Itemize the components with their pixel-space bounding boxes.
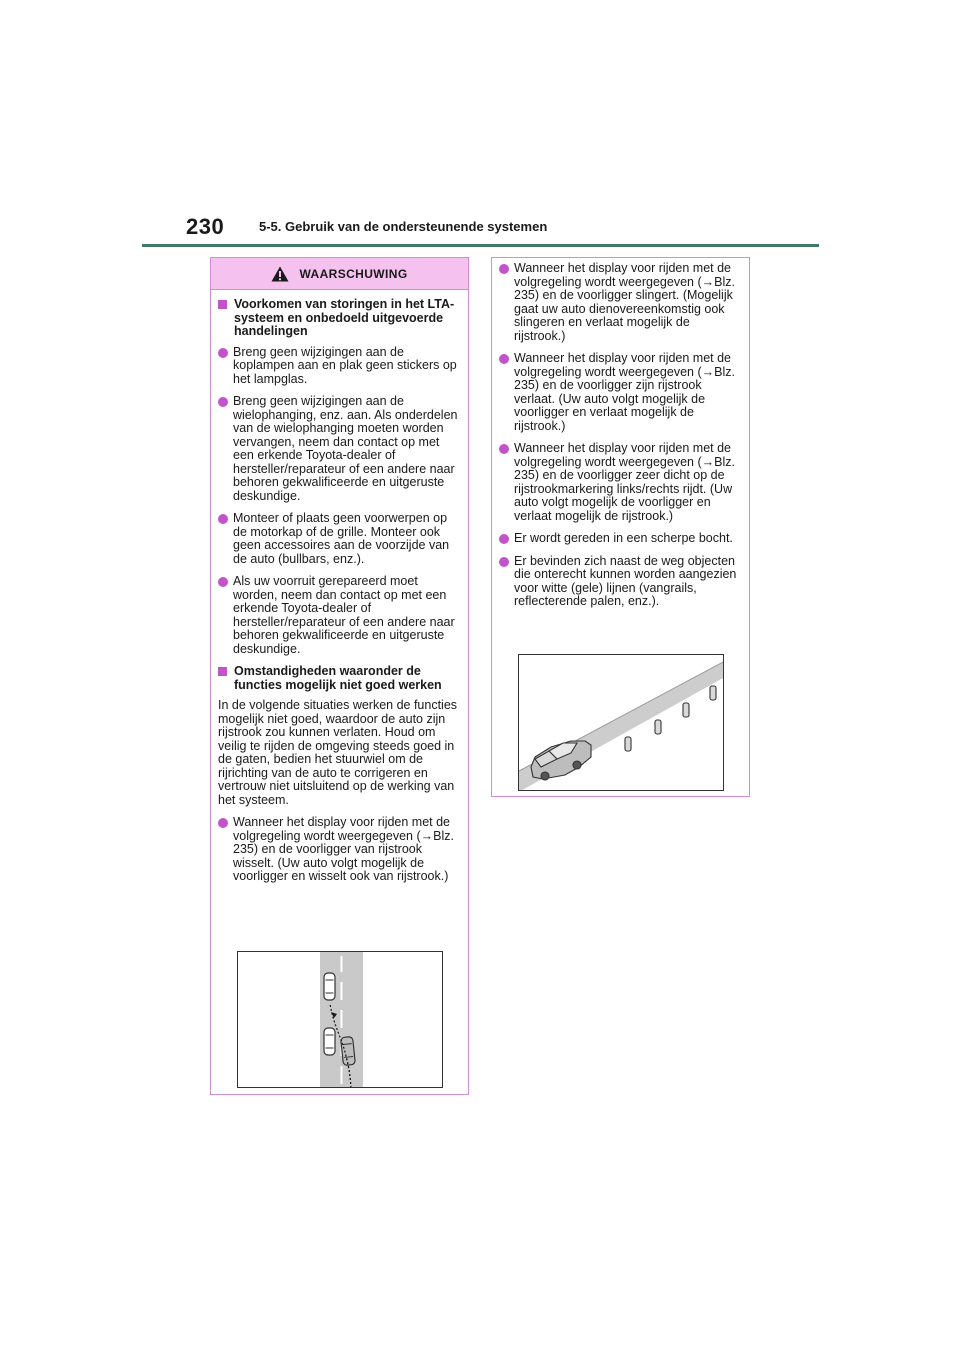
list-item bbox=[499, 442, 741, 523]
list-item bbox=[218, 512, 460, 566]
page-number: 230 bbox=[186, 214, 225, 239]
round-bullet-icon bbox=[499, 557, 509, 567]
header-rule bbox=[142, 244, 819, 247]
list-item bbox=[499, 555, 741, 609]
round-bullet-icon bbox=[499, 534, 509, 544]
lane-change-illustration bbox=[237, 951, 443, 1088]
warning-header bbox=[211, 258, 468, 290]
list-item bbox=[218, 395, 460, 503]
round-bullet-icon bbox=[218, 397, 228, 407]
warning-box-left bbox=[210, 257, 469, 1095]
list-item-text: Breng geen wijzigingen aan de koplampen aan en plak geen stickers op het lampglas. bbox=[233, 344, 457, 386]
square-bullet-icon bbox=[218, 667, 227, 676]
warning-triangle-icon bbox=[271, 266, 289, 282]
list-item bbox=[218, 346, 460, 387]
intro-paragraph: In de volgende situaties werken de functies mogelijk niet goed, waardoor de auto zijn rijstrook zou kunnen verlaten. Houd om veilig te rijden de omgeving steeds goed in de gaten, bedien het stuurwiel om de rijrichting van de auto te corrigeren en vertrouw niet uitsluitend op de werking van het systeem. bbox=[218, 698, 458, 807]
list-item-text: Wanneer het display voor rijden met de volgregeling wordt weergegeven (→Blz. 235) en de voorligger zijn rijstrook verlaat. (Uw auto volgt mogelijk de voorligger en verlaat mogelijk de rijstrook.) bbox=[514, 351, 735, 433]
list-item-text: Er wordt gereden in een scherpe bocht. bbox=[514, 531, 733, 545]
list-item-text: Er bevinden zich naast de weg objecten die onterecht kunnen worden aangezien voor witte (gele) lijnen (vangrails, reflecterende palen, enz.). bbox=[514, 553, 737, 608]
warning-title: WAARSCHUWING bbox=[299, 266, 408, 281]
list-item bbox=[218, 575, 460, 656]
list-item bbox=[499, 352, 741, 433]
round-bullet-icon bbox=[499, 444, 509, 454]
heading-text: Voorkomen van storingen in het LTA-systeem en onbedoeld uitgevoerde handelingen bbox=[234, 297, 455, 338]
round-bullet-icon bbox=[218, 514, 228, 524]
section-title: 5-5. Gebruik van de ondersteunende systemen bbox=[259, 219, 548, 234]
roadside-posts-illustration bbox=[518, 654, 724, 791]
list-item-text: Breng geen wijzigingen aan de wielophanging, enz. aan. Als onderdelen van de wielophanging moeten worden vervangen, neem dan contact op met een erkende Toyota-dealer of hersteller/reparateur of een andere naar behoren gekwalificeerde en uitgeruste deskundige. bbox=[233, 394, 458, 503]
round-bullet-icon bbox=[218, 577, 228, 587]
list-item-text: Wanneer het display voor rijden met de volgregeling wordt weergegeven (→Blz. 235) en de voorligger zeer dicht op de rijstrookmarkering links/rechts rijdt. (Uw auto volgt mogelijk de voorligger en verlaat mogelijk de rijstrook.) bbox=[514, 441, 735, 523]
list-item bbox=[218, 816, 460, 884]
square-bullet-icon bbox=[218, 300, 227, 309]
list-item-text: Als uw voorruit gerepareerd moet worden, neem dan contact op met een erkende Toyota-dealer of hersteller/reparateur of een andere naar behoren gekwalificeerde en uitgeruste deskundige. bbox=[233, 574, 455, 656]
heading-malfunction-prevention bbox=[218, 298, 460, 339]
list-item bbox=[499, 532, 741, 546]
round-bullet-icon bbox=[499, 354, 509, 364]
list-item-text: Wanneer het display voor rijden met de volgregeling wordt weergegeven (→Blz. 235) en de voorligger slingert. (Mogelijk gaat uw auto dienovereenkomstig ook slingeren en verlaat mogelijk de rijstrook.) bbox=[514, 261, 735, 343]
list-item bbox=[499, 262, 741, 343]
warning-box-right bbox=[491, 257, 750, 797]
heading-text: Omstandigheden waaronder de functies mogelijk niet goed werken bbox=[234, 664, 442, 692]
round-bullet-icon bbox=[218, 818, 228, 828]
round-bullet-icon bbox=[499, 264, 509, 274]
list-item-text: Wanneer het display voor rijden met de volgregeling wordt weergegeven (→Blz. 235) en de voorligger van rijstrook wisselt. (Uw auto volgt mogelijk de voorligger en wisselt ook van rijstrook.) bbox=[233, 815, 454, 883]
list-item-text: Monteer of plaats geen voorwerpen op de motorkap of de grille. Monteer ook geen accessoires aan de voorzijde van de auto (bullbars, enz.). bbox=[233, 511, 450, 566]
heading-conditions bbox=[218, 665, 460, 692]
round-bullet-icon bbox=[218, 348, 228, 358]
